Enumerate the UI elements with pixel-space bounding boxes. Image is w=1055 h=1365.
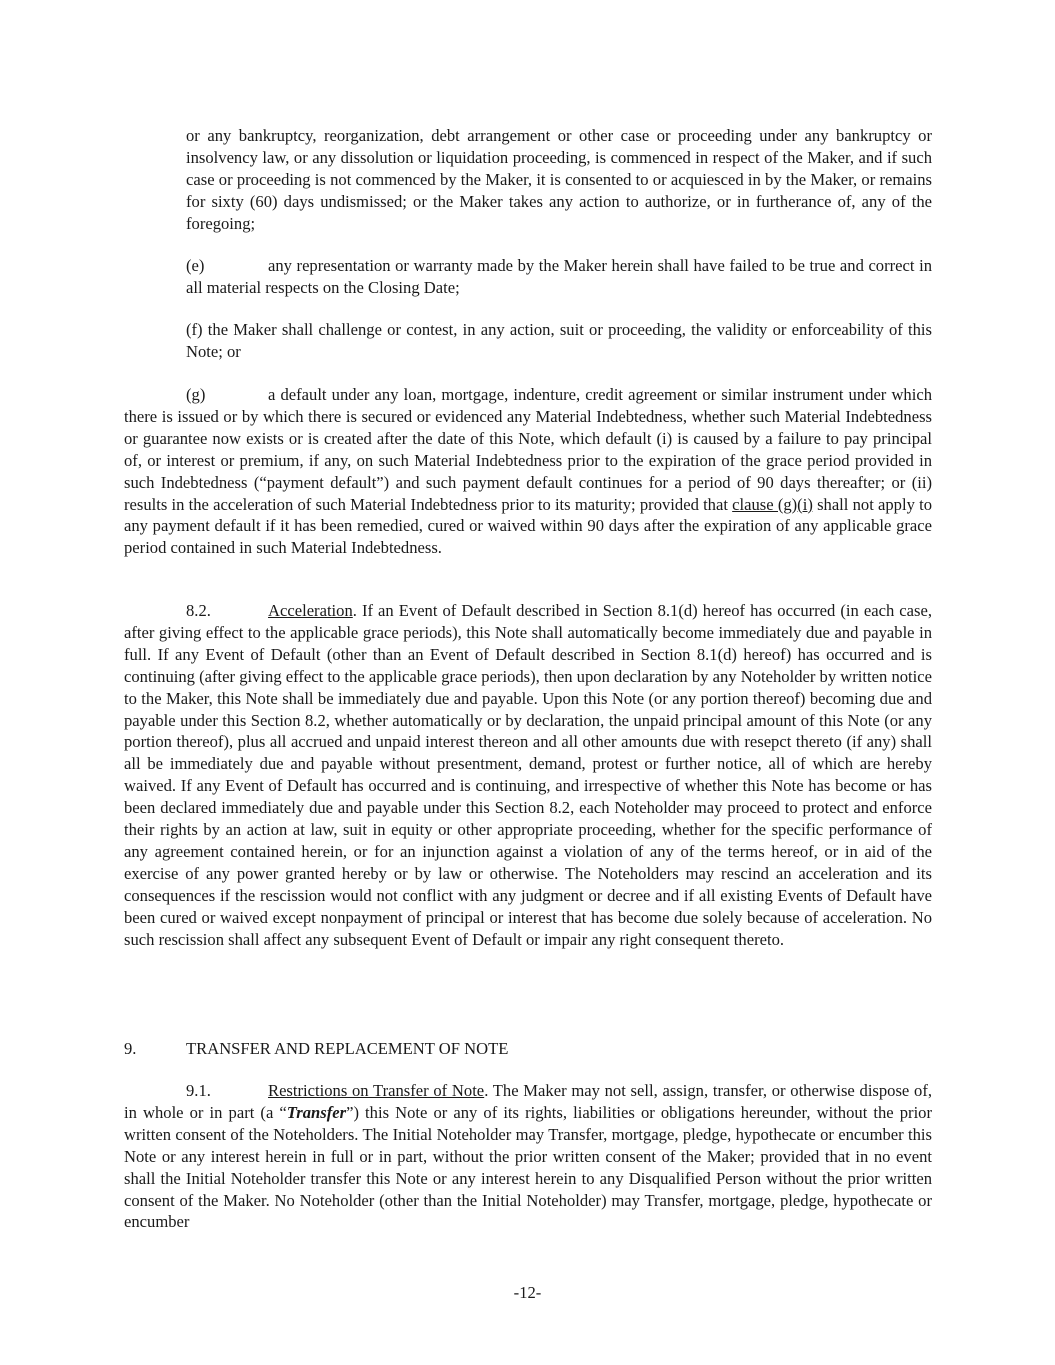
- section-8-2-number: 8.2.: [186, 601, 211, 620]
- section-9-heading: [124, 1038, 508, 1060]
- section-9-number: 9.: [124, 1039, 137, 1058]
- paragraph-g-text-before: a default under any loan, mortgage, indenture, credit agreement or similar instrument under which there is issued or by which there is secured or evidenced any Material Indebtedness, whether such Material Indebtedness or guarantee now exists or is created after the date of this Note, which default (i) is caused by a failure to pay principal of, or interest or premium, if any, on such Material Indebtedness prior to the expiration of the grace period provided in such Indebtedness (“payment default”) and such payment default continues for a period of 90 days thereafter; or (ii) results in the acceleration of such Material Indebtedness prior to its maturity; provided that: [124, 385, 932, 514]
- paragraph-f-text: (f) the Maker shall challenge or contest, in any action, suit or proceeding, the validity or enforceability of this Note; or: [186, 320, 932, 361]
- section-8-2: [124, 600, 932, 951]
- paragraph-e: [186, 255, 932, 299]
- section-9-1-text-after: ”) this Note or any of its rights, liabilities or obligations hereunder, without the prior written consent of the Noteholders. The Initial Noteholder may Transfer, mortgage, pledge, hypothecate or encumber this Note or any interest herein in full or in part, without the prior written consent of the Maker; provided that in no event shall the Initial Noteholder transfer this Note or any interest herein to any Disqualified Person without the prior written consent of the Maker. No Noteholder (other than the Initial Noteholder) may Transfer, mortgage, pledge, hypothecate or encumber: [124, 1102, 932, 1232]
- section-8-2-title: Acceleration: [268, 601, 353, 620]
- section-9-1-title: Restrictions on Transfer of Note: [268, 1081, 485, 1100]
- section-9-title: TRANSFER AND REPLACEMENT OF NOTE: [186, 1039, 509, 1058]
- paragraph-f: [186, 319, 932, 363]
- clause-g-i-reference: clause (g)(i): [732, 494, 813, 514]
- paragraph-d-text: or any bankruptcy, reorganization, debt arrangement or other case or proceeding under any bankruptcy or insolvency law, or any dissolution or liquidation proceeding, is commenced in respect of the Maker, and if such case or proceeding is not commenced by the Maker, it is consented to or acquiesced in by the Maker, or remains for sixty (60) days undismissed; or the Maker takes any action to authorize, or in furtherance of, any of the foregoing;: [186, 126, 932, 233]
- transfer-defined-term: Transfer: [286, 1102, 347, 1122]
- paragraph-g-text-after: shall not apply to any payment default if it has been remedied, cured or waived within 90 days after the expiration of any applicable grace period contained in such Material Indebtedness.: [124, 494, 933, 558]
- paragraph-e-label: (e): [186, 256, 205, 275]
- section-9-1-text-before: . The Maker may not sell, assign, transfer, or otherwise dispose of, in whole or in part (a “: [124, 1081, 932, 1122]
- page-number: -12-: [513, 1283, 542, 1302]
- paragraph-g: [124, 384, 932, 559]
- paragraph-e-text: any representation or warranty made by the Maker herein shall have failed to be true and correct in all material respects on the Closing Date;: [186, 256, 932, 297]
- section-9-1: [124, 1080, 932, 1233]
- paragraph-d-continuation: [186, 125, 932, 235]
- section-9-1-number: 9.1.: [186, 1081, 211, 1100]
- section-8-2-text: . If an Event of Default described in Section 8.1(d) hereof has occurred (in each case, after giving effect to the applicable grace periods), this Note shall automatically become immediately due and payable in full. If any Event of Default (other than an Event of Default described in Section 8.1(d) hereof) has occurred and is continuing (after giving effect to the applicable grace periods), then upon declaration by any Noteholder by written notice to the Maker, this Note shall be immediately due and payable. Upon this Note (or any portion thereof) becoming due and payable under this Section 8.2, whether automatically or by declaration, the unpaid principal amount of this Note (or any portion thereof), plus all accrued and unpaid interest thereon and all other amounts due with resepct thereto (if any) shall all be immediately due and payable without presentment, demand, protest or further notice, all of which are hereby waived. If any Event of Default has occurred and is continuing, and irrespective of whether this Note has become or has been declared immediately due and payable under this Section 8.2, each Noteholder may proceed to protect and enforce their rights by an action at law, suit in equity or other appropriate proceeding, whether for the specific performance of any agreement contained herein, or for an injunction against a violation of any of the terms hereof, or in aid of the exercise of any power granted hereby or by law or otherwise. The Noteholders may rescind an acceleration and its consequences if the rescission would not conflict with any judgment or decree and if all existing Events of Default have been cured or waived except nonpayment of principal or interest that has become due solely because of acceleration. No such rescission shall affect any subsequent Event of Default or impair any right consequent thereto.: [124, 601, 932, 949]
- paragraph-g-label: (g): [186, 385, 206, 404]
